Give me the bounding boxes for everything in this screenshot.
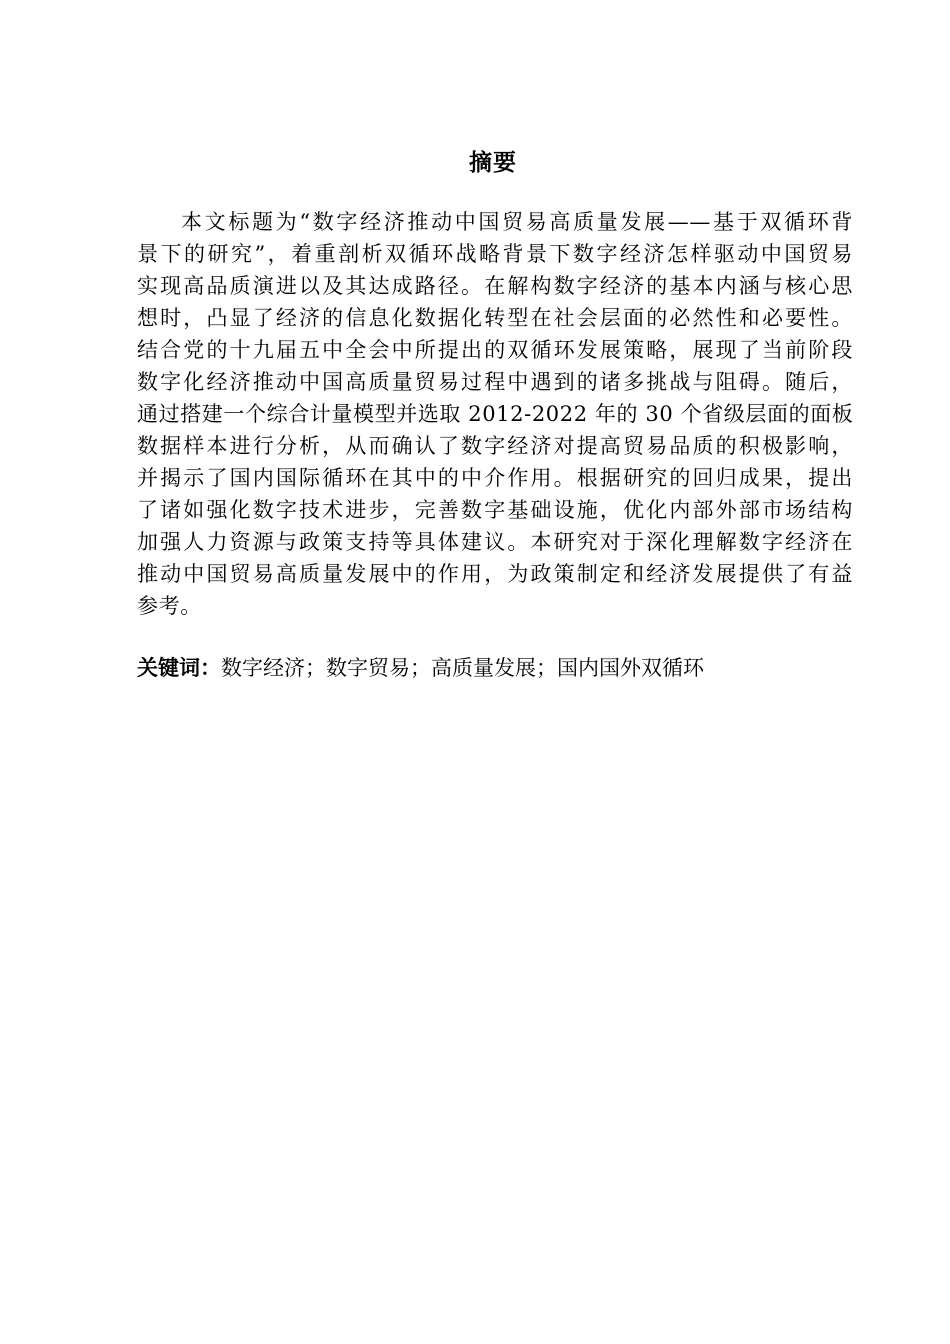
abstract-line: 本文标题为“数字经济推动中国贸易高质量发展——基于双循环背: [181, 210, 853, 234]
abstract-line: 实现高品质演进以及其达成路径。在解构数字经济的基本内涵与核心思: [137, 274, 853, 298]
abstract-title: 摘要: [469, 150, 517, 176]
abstract-line: 加强人力资源与政策支持等具体建议。本研究对于深化理解数字经济在: [137, 530, 853, 554]
abstract-line: 推动中国贸易高质量发展中的作用，为政策制定和经济发展提供了有益: [137, 562, 853, 586]
keywords-row: [137, 652, 853, 684]
abstract-line: 数据样本进行分析，从而确认了数字经济对提高贸易品质的积极影响，: [137, 434, 853, 458]
keywords-text: 数字经济；数字贸易；高质量发展；国内国外双循环: [221, 656, 704, 680]
abstract-line: 结合党的十九届五中全会中所提出的双循环发展策略，展现了当前阶段: [137, 338, 853, 362]
keywords-label: 关键词：: [137, 656, 221, 680]
abstract-line: 数字化经济推动中国高质量贸易过程中遇到的诸多挑战与阻碍。随后，: [137, 370, 853, 394]
abstract-line: 了诸如强化数字技术进步，完善数字基础设施，优化内部外部市场结构: [137, 498, 853, 522]
abstract-line: 景下的研究”，着重剖析双循环战略背景下数字经济怎样驱动中国贸易: [137, 242, 853, 266]
abstract-line: 通过搭建一个综合计量模型并选取 2012-2022 年的 30 个省级层面的面板: [137, 402, 854, 426]
abstract-line: 并揭示了国内国际循环在其中的中介作用。根据研究的回归成果，提出: [137, 466, 853, 490]
abstract-line: 想时，凸显了经济的信息化数据化转型在社会层面的必然性和必要性。: [137, 306, 853, 330]
abstract-body: [137, 206, 853, 622]
abstract-line: 参考。: [137, 594, 202, 618]
